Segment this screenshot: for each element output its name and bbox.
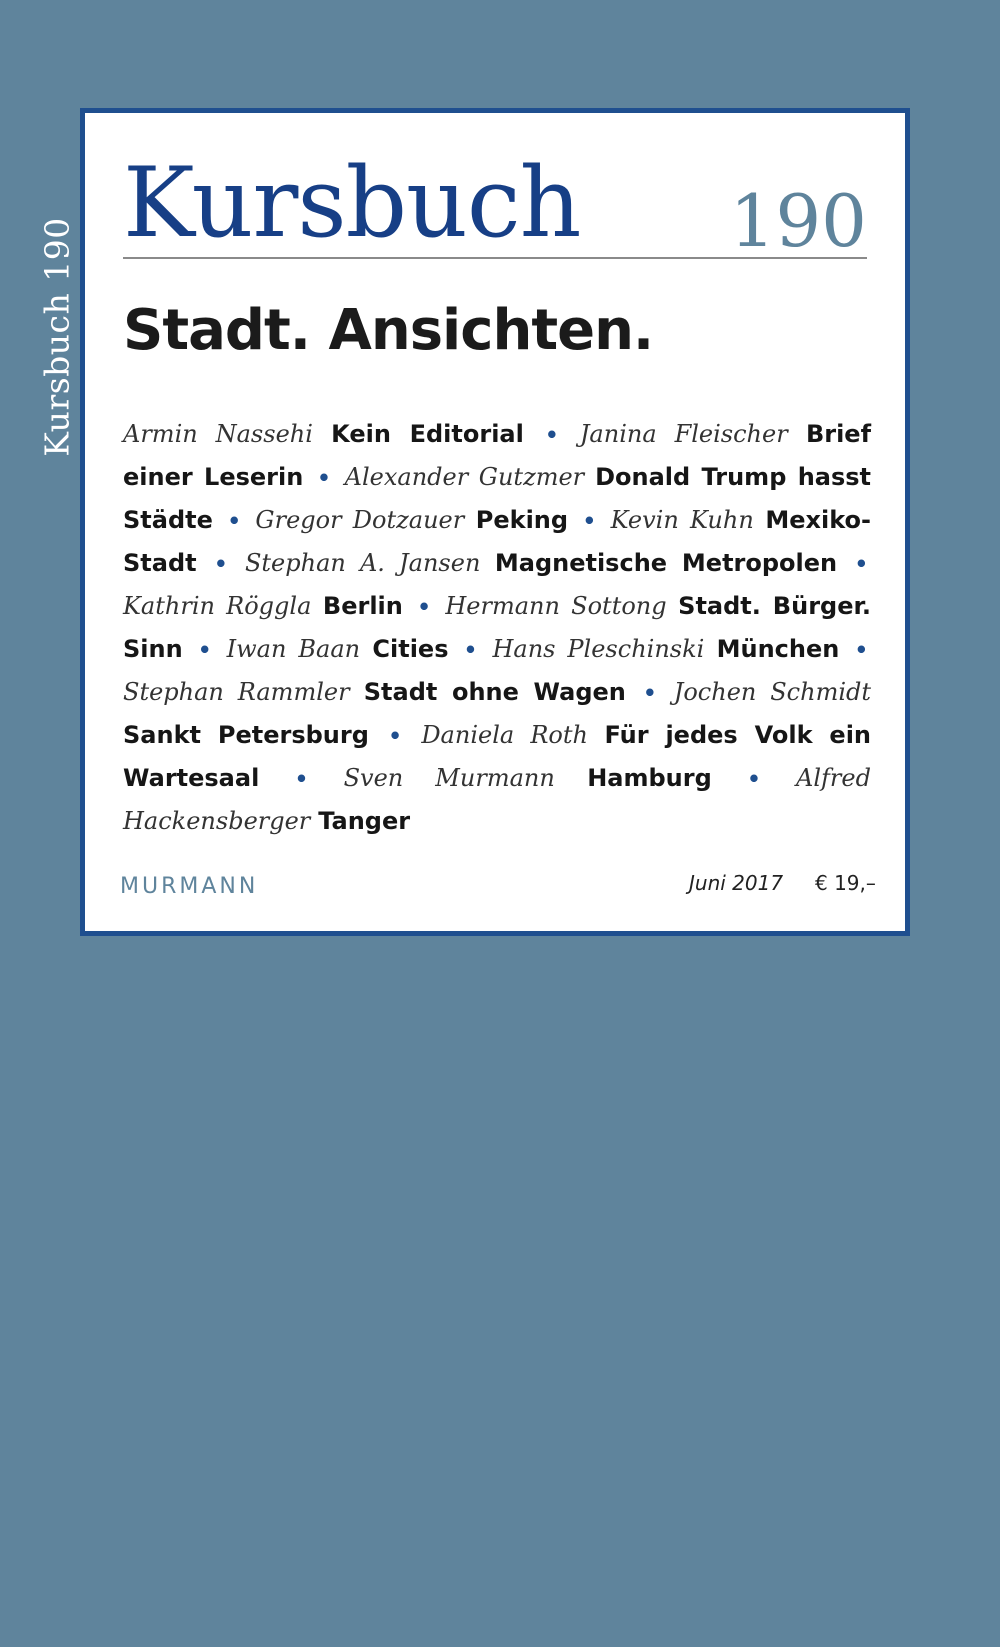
toc-title: Brief einer Leserin — [123, 420, 872, 491]
toc-entry — [123, 591, 414, 620]
toc-author: Kathrin Röggla — [123, 592, 312, 620]
toc-separator: • — [197, 638, 212, 662]
toc-separator: • — [747, 767, 761, 791]
toc-title: Berlin — [322, 592, 403, 620]
spine-title: Kursbuch 190 — [37, 217, 77, 457]
toc-entry — [245, 548, 852, 577]
toc-author: Stephan A. Jansen — [244, 549, 481, 577]
toc-title: Peking — [475, 506, 569, 534]
toc-separator: • — [214, 552, 228, 576]
toc-separator: • — [388, 724, 402, 748]
toc-title: Mexiko-Stadt — [123, 506, 871, 577]
toc-title: Kein Editorial — [331, 420, 524, 448]
toc-separator: • — [854, 638, 869, 662]
toc-title: Sankt Petersburg — [123, 721, 369, 749]
toc-author: Iwan Baan — [226, 635, 361, 663]
toc-author: Daniela Roth — [421, 721, 588, 749]
toc-author: Sven Murmann — [343, 764, 555, 792]
toc-author: Kevin Kuhn — [610, 506, 754, 534]
toc-entry — [123, 419, 542, 448]
toc-author: Hans Pleschinski — [492, 635, 705, 663]
toc-title: Stadt ohne Wagen — [363, 678, 626, 706]
toc-author: Stephan Rammler — [123, 678, 350, 706]
toc-title: Magnetische Metropolen — [494, 549, 838, 577]
toc-author: Jochen Schmidt — [673, 678, 872, 706]
toc-entry — [123, 677, 640, 706]
toc-separator: • — [317, 466, 331, 490]
toc-separator: • — [463, 638, 478, 662]
toc-entry — [344, 763, 745, 792]
toc-author: Janina Fleischer — [579, 420, 788, 448]
toc-author: Gregor Dotzauer — [255, 506, 465, 534]
toc-separator: • — [227, 509, 241, 533]
toc-title: Tanger — [318, 807, 411, 835]
toc-title: Für jedes Volk ein Wartesaal — [123, 721, 872, 792]
toc-author: Alfred Hackensberger — [123, 764, 871, 835]
toc-title: Cities — [372, 635, 449, 663]
toc-separator: • — [294, 767, 309, 791]
cover-panel — [80, 108, 910, 936]
toc-separator: • — [643, 681, 657, 705]
toc-title: München — [716, 635, 840, 663]
issue-number: 190 — [729, 179, 867, 263]
price: € 19,– — [815, 871, 876, 895]
toc-entry — [492, 634, 851, 663]
publication-date: Juni 2017 — [689, 871, 784, 895]
toc-separator: • — [417, 595, 431, 619]
toc-entry — [227, 634, 461, 663]
toc-title: Stadt. Bürger. Sinn — [123, 592, 872, 663]
brand-title: Kursbuch — [123, 147, 581, 259]
toc-title: Donald Trump hasst Städte — [123, 463, 872, 534]
toc-entry — [255, 505, 579, 534]
toc-separator: • — [545, 423, 559, 447]
toc-author: Alexander Gutzmer — [344, 463, 585, 491]
table-of-contents — [123, 413, 871, 842]
toc-separator: • — [582, 509, 597, 533]
toc-title: Hamburg — [587, 764, 712, 792]
issue-headline: Stadt. Ansichten. — [123, 298, 654, 363]
toc-separator: • — [854, 552, 869, 576]
masthead — [123, 133, 867, 263]
publisher-logo: MURMANN — [120, 874, 259, 899]
toc-author: Hermann Sottong — [445, 592, 667, 620]
toc-author: Armin Nassehi — [123, 420, 313, 448]
